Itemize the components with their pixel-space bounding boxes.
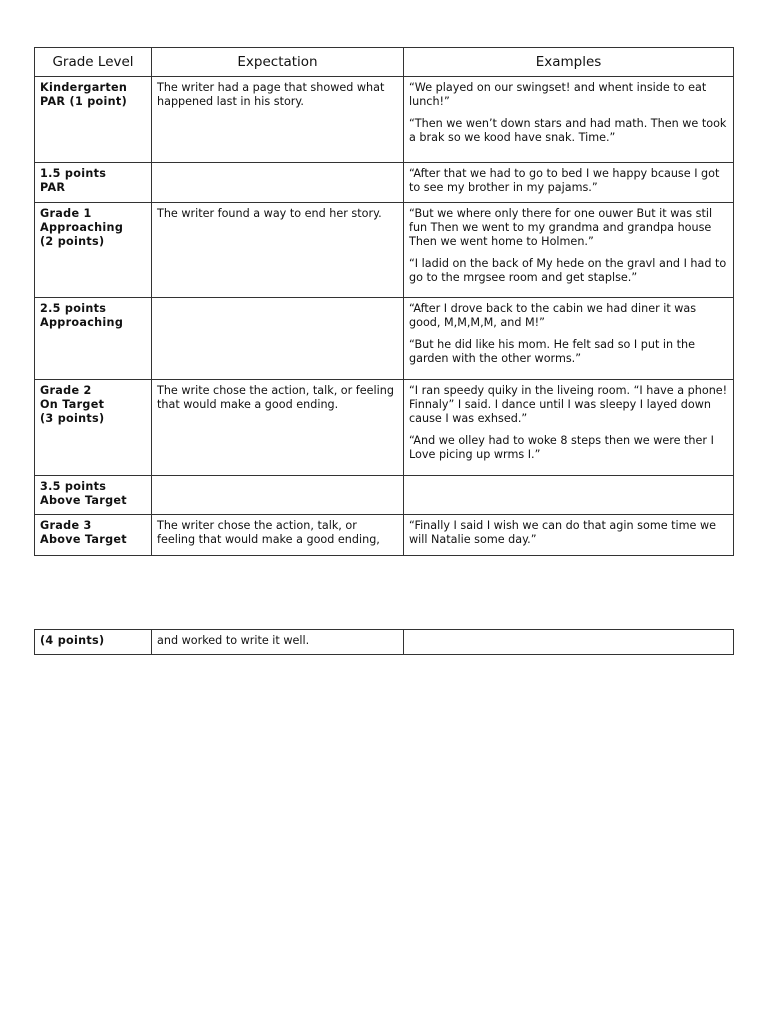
grade-cell xyxy=(35,380,152,476)
table-row xyxy=(35,203,734,298)
examples-cell xyxy=(404,77,734,163)
rubric-continuation-table xyxy=(34,629,734,655)
header-expectation: Expectation xyxy=(152,48,404,77)
grade-label: PAR xyxy=(40,181,66,194)
grade-label: Grade 3 xyxy=(40,519,92,532)
expectation-cell xyxy=(152,298,404,380)
example-text: “But he did like his mom. He felt sad so I put in the garden with the other worms.” xyxy=(409,338,696,365)
examples-cell xyxy=(404,515,734,556)
table-row xyxy=(35,380,734,476)
examples-cell xyxy=(404,476,734,515)
rubric-table xyxy=(34,47,734,556)
expectation-cell: The writer chose the action, talk, or feeling that would make a good ending, xyxy=(152,515,404,556)
grade-label: Approaching xyxy=(40,316,124,329)
example-text: “I ladid on the back of My hede on the gravl and I had to go to the mrgsee room and get staplse.” xyxy=(409,257,727,284)
table-row xyxy=(35,163,734,203)
grade-label: 2.5 points xyxy=(40,302,107,315)
table-row xyxy=(35,298,734,380)
examples-cell xyxy=(404,630,734,655)
grade-cell xyxy=(35,163,152,203)
example-text: “We played on our swingset! and whent inside to eat lunch!” xyxy=(409,81,707,108)
grade-cell xyxy=(35,77,152,163)
header-row xyxy=(35,48,734,77)
examples-cell xyxy=(404,298,734,380)
table-row xyxy=(35,630,734,655)
grade-label: 3.5 points xyxy=(40,480,107,493)
expectation-cell: The write chose the action, talk, or feeling that would make a good ending. xyxy=(152,380,404,476)
grade-label: PAR (1 point) xyxy=(40,95,127,108)
example-text: “But we where only there for one ouwer But it was stil fun Then we went to my grandma and grandpa house Then we went home to Holmen.” xyxy=(409,207,713,248)
grade-cell xyxy=(35,298,152,380)
grade-cell: (4 points) xyxy=(35,630,152,655)
grade-label: (2 points) xyxy=(40,235,105,248)
example-text: “After I drove back to the cabin we had diner it was good, M,M,M,M, and M!” xyxy=(409,302,697,329)
expectation-cell xyxy=(152,476,404,515)
table-row xyxy=(35,515,734,556)
grade-label: Grade 1 xyxy=(40,207,92,220)
expectation-cell: The writer had a page that showed what happened last in his story. xyxy=(152,77,404,163)
examples-cell xyxy=(404,380,734,476)
grade-label: Kindergarten xyxy=(40,81,128,94)
expectation-cell: and worked to write it well. xyxy=(152,630,404,655)
grade-cell xyxy=(35,476,152,515)
example-text: “And we olley had to woke 8 steps then we were ther I Love picing up wrms I.” xyxy=(409,434,714,461)
examples-cell xyxy=(404,203,734,298)
example-text: “I ran speedy quiky in the liveing room. “I have a phone! Finnaly” I said. I dance until I was sleepy I layed down cause I was exhsed.” xyxy=(409,384,728,425)
grade-cell xyxy=(35,515,152,556)
grade-label: Above Target xyxy=(40,533,127,546)
table-row xyxy=(35,77,734,163)
header-examples: Examples xyxy=(404,48,734,77)
header-grade-level: Grade Level xyxy=(35,48,152,77)
table-row xyxy=(35,476,734,515)
grade-label: Approaching xyxy=(40,221,124,234)
example-text: “Then we wen’t down stars and had math. Then we took a brak so we kood have snak. Time.” xyxy=(409,117,727,144)
expectation-cell: The writer found a way to end her story. xyxy=(152,203,404,298)
grade-label: (3 points) xyxy=(40,412,105,425)
example-text: “Finally I said I wish we can do that agin some time we will Natalie some day.” xyxy=(409,519,717,546)
grade-cell xyxy=(35,203,152,298)
grade-label: Above Target xyxy=(40,494,127,507)
grade-label: On Target xyxy=(40,398,105,411)
expectation-cell xyxy=(152,163,404,203)
grade-label: Grade 2 xyxy=(40,384,92,397)
grade-label: 1.5 points xyxy=(40,167,107,180)
example-text: “After that we had to go to bed I we happy bcause I got to see my brother in my pajams.” xyxy=(409,167,720,194)
examples-cell xyxy=(404,163,734,203)
